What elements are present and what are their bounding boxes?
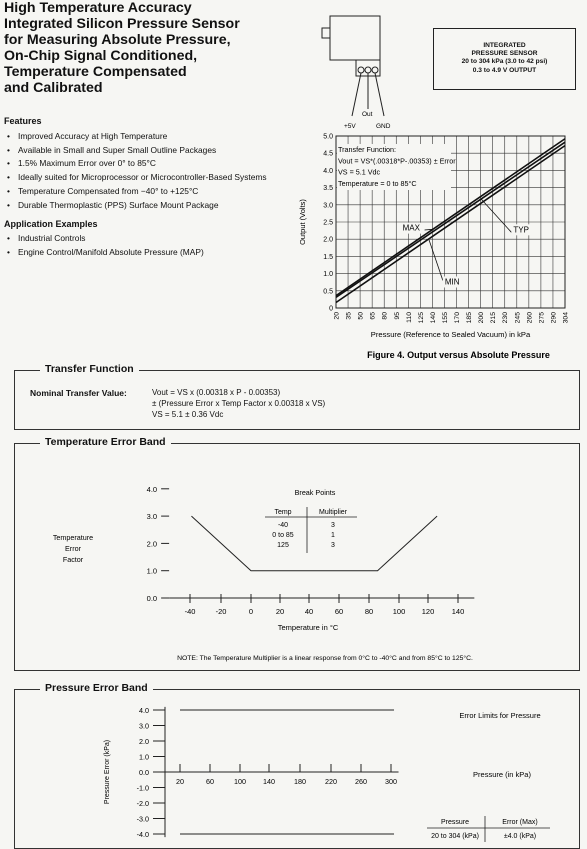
y-tick-label: -4.0 [136, 830, 149, 839]
feature-item: • Durable Thermoplastic (PPS) Surface Mount Package [4, 199, 267, 213]
transfer-equation-line2: ± (Pressure Error x Temp Factor x 0.00318 x VS) [152, 399, 326, 408]
document-title [4, 0, 294, 96]
series-leader-typ [481, 199, 511, 232]
y-tick-label: 2.5 [323, 219, 333, 227]
x-tick-label: 20 [275, 607, 285, 616]
x-tick-label: 65 [369, 312, 377, 320]
table-cell: 3 [331, 542, 335, 549]
x-tick-label: 260 [526, 312, 534, 324]
x-axis-title: Pressure (Reference to Sealed Vacuum) in kPa [370, 330, 531, 339]
y-tick-label: 2.0 [139, 737, 149, 746]
pin-label-gnd: GND [376, 123, 391, 130]
x-tick-label: 260 [355, 777, 367, 786]
y-tick-label: 0.0 [146, 594, 158, 603]
table-header: Error (Max) [502, 819, 538, 826]
y-axis-title-line3: Factor [62, 555, 84, 564]
transfer-equation-line3: VS = 5.1 ± 0.36 Vdc [152, 410, 224, 419]
pin-lead-vplus [352, 73, 361, 116]
x-tick-label: 220 [325, 777, 337, 786]
x-tick-label: 100 [234, 777, 246, 786]
x-tick-label: 80 [381, 312, 389, 320]
pin-lead-gnd [375, 73, 384, 116]
y-tick-label: -2.0 [136, 799, 149, 808]
feature-item: • Available in Small and Super Small Outline Packages [4, 144, 267, 158]
y-tick-label: 3.5 [323, 185, 333, 193]
table-caption: Break Points [294, 488, 336, 497]
x-tick-label: -20 [215, 607, 227, 616]
x-tick-label: 155 [441, 312, 449, 324]
pin-label-vplus: +5V [344, 123, 356, 130]
device-id-box [433, 28, 576, 90]
x-tick-label: 300 [385, 777, 397, 786]
temperature-error-chart [15, 455, 579, 669]
y-tick-label: 0.5 [323, 288, 333, 296]
table-header: Temp [274, 509, 292, 516]
figure-caption: Figure 4. Output versus Absolute Pressure [367, 350, 550, 360]
y-tick-label: -1.0 [136, 783, 149, 793]
table-header: Pressure [440, 819, 470, 826]
pressure-error-heading: Pressure Error Band [40, 682, 153, 694]
y-tick-label: 4.0 [323, 167, 333, 175]
y-tick-label: 4.0 [146, 484, 158, 494]
y-axis-title-line2: Error [65, 544, 81, 553]
x-tick-label: 185 [466, 312, 474, 324]
x-tick-label: 200 [478, 312, 486, 324]
output-vs-pressure-chart [290, 130, 587, 362]
table-cell: 125 [277, 542, 289, 549]
table-cell: 1 [331, 532, 335, 539]
y-tick-label: 1.0 [146, 566, 158, 576]
y-tick-label: 5.0 [323, 133, 333, 141]
feature-item: • Improved Accuracy at High Temperature [4, 130, 267, 144]
x-tick-label: 304 [562, 312, 570, 324]
x-tick-label: 230 [502, 312, 510, 324]
annotation-line: VS = 5.1 Vdc [338, 167, 381, 177]
table-header: Multiplier [318, 509, 348, 516]
x-axis-title: Temperature in °C [277, 623, 339, 632]
pin-2 [365, 67, 371, 73]
feature-item: • Ideally suited for Microprocessor or Microcontroller-Based Systems [4, 171, 267, 185]
x-tick-label: 290 [550, 312, 558, 324]
id-line: PRESSURE SENSOR [471, 50, 538, 58]
package-body [330, 16, 380, 60]
transfer-equation-line1: Vout = VS x (0.00318 x P - 0.00353) [152, 388, 281, 397]
series-label-typ: TYP [513, 225, 529, 235]
y-tick-label: 3.0 [146, 512, 158, 522]
annotation-line: Transfer Function: [338, 145, 397, 154]
annotation-line: Vout = VS*(.00318*P-.00353) ± Error [338, 156, 456, 166]
y-tick-label: 0 [329, 305, 333, 313]
x-tick-label: 140 [263, 777, 275, 786]
y-tick-label: 4.5 [323, 150, 333, 158]
x-tick-label: 50 [357, 312, 365, 320]
table-cell: -40 [277, 522, 289, 529]
table-cell: 3 [331, 522, 335, 529]
x-tick-label: 245 [514, 312, 522, 324]
series-label-min: MIN [444, 277, 460, 287]
x-tick-label: 60 [334, 607, 344, 616]
y-tick-label: 1.0 [139, 752, 149, 762]
pin-1 [358, 67, 364, 73]
y-tick-label: 1.5 [323, 253, 333, 261]
pressure-error-chart [15, 700, 579, 842]
y-tick-label: 4.0 [139, 706, 149, 715]
x-tick-label: 20 [176, 777, 184, 786]
y-tick-label: 1.0 [323, 271, 333, 279]
application-item: • Industrial Controls [4, 232, 204, 246]
x-tick-label: 140 [429, 312, 437, 324]
y-axis-title: Output (Volts) [298, 199, 307, 245]
x-tick-label: 80 [364, 607, 374, 616]
x-tick-label: 275 [538, 312, 546, 324]
transfer-function-heading: Transfer Function [40, 363, 139, 375]
y-tick-label: 3.0 [139, 721, 149, 731]
title-line: Temperature Compensated [4, 64, 187, 80]
x-tick-label: 20 [333, 312, 341, 320]
y-axis-title-line1: Temperature [52, 533, 94, 542]
applications-list [4, 232, 204, 259]
title-line: High Temperature Accuracy [4, 0, 192, 16]
y-tick-label: 2.0 [146, 539, 158, 549]
x-tick-label: 140 [451, 607, 465, 616]
id-line: 0.3 to 4.9 V OUTPUT [472, 66, 537, 74]
y-tick-label: 2.0 [323, 236, 333, 244]
x-tick-label: -40 [184, 607, 196, 616]
title-line: for Measuring Absolute Pressure, [4, 32, 231, 48]
x-tick-label: 35 [345, 312, 353, 320]
chart-note: NOTE: The Temperature Multiplier is a linear response from 0°C to -40°C and from 85°C to 125°C. [177, 655, 473, 662]
pin-label-out: Out [362, 111, 373, 118]
x-tick-label: 60 [206, 777, 214, 786]
feature-item: • 1.5% Maximum Error over 0° to 85°C [4, 157, 267, 171]
temperature-factor-curve [191, 516, 437, 571]
annotation-line: Temperature = 0 to 85°C [338, 178, 417, 188]
nominal-transfer-label: Nominal Transfer Value: [30, 388, 127, 398]
x-tick-label: 180 [294, 777, 306, 786]
table-cell: 20 to 304 (kPa) [431, 833, 479, 840]
x-tick-label: 95 [393, 312, 401, 320]
x-tick-label: 120 [421, 607, 435, 616]
title-line: On-Chip Signal Conditioned, [4, 48, 198, 64]
x-axis-title: Pressure (in kPa) [473, 770, 531, 779]
application-item: • Engine Control/Manifold Absolute Pressure (MAP) [4, 246, 204, 260]
x-tick-label: 170 [454, 312, 462, 324]
temperature-error-heading: Temperature Error Band [40, 436, 171, 448]
features-list [4, 130, 267, 212]
package-pinout-diagram [316, 12, 406, 132]
x-tick-label: 110 [405, 312, 413, 323]
x-tick-label: 0 [248, 607, 254, 616]
pin-3 [372, 67, 378, 73]
y-tick-label: 0.0 [139, 768, 149, 777]
title-line: Integrated Silicon Pressure Sensor [4, 16, 240, 32]
table-cell: ±4.0 (kPa) [503, 833, 537, 840]
x-tick-label: 215 [490, 312, 498, 324]
series-leader-min [429, 239, 443, 281]
features-heading: Features [4, 116, 42, 126]
x-tick-label: 40 [304, 607, 314, 616]
package-port [322, 28, 330, 38]
title-line: and Calibrated [4, 80, 103, 96]
y-axis-title: Pressure Error (kPa) [104, 739, 111, 805]
y-tick-label: -3.0 [136, 814, 149, 824]
id-line: 20 to 304 kPa (3.0 to 42 psi) [461, 58, 548, 66]
id-line: INTEGRATED [483, 42, 526, 49]
x-tick-label: 125 [417, 312, 425, 324]
x-tick-label: 100 [392, 607, 406, 616]
feature-item: • Temperature Compensated from −40° to +125°C [4, 185, 267, 199]
applications-heading: Application Examples [4, 219, 98, 229]
chart-legend-text: Error Limits for Pressure [459, 711, 541, 720]
series-label-max: MAX [402, 223, 420, 233]
y-tick-label: 3.0 [323, 202, 333, 210]
table-cell: 0 to 85 [272, 532, 294, 539]
